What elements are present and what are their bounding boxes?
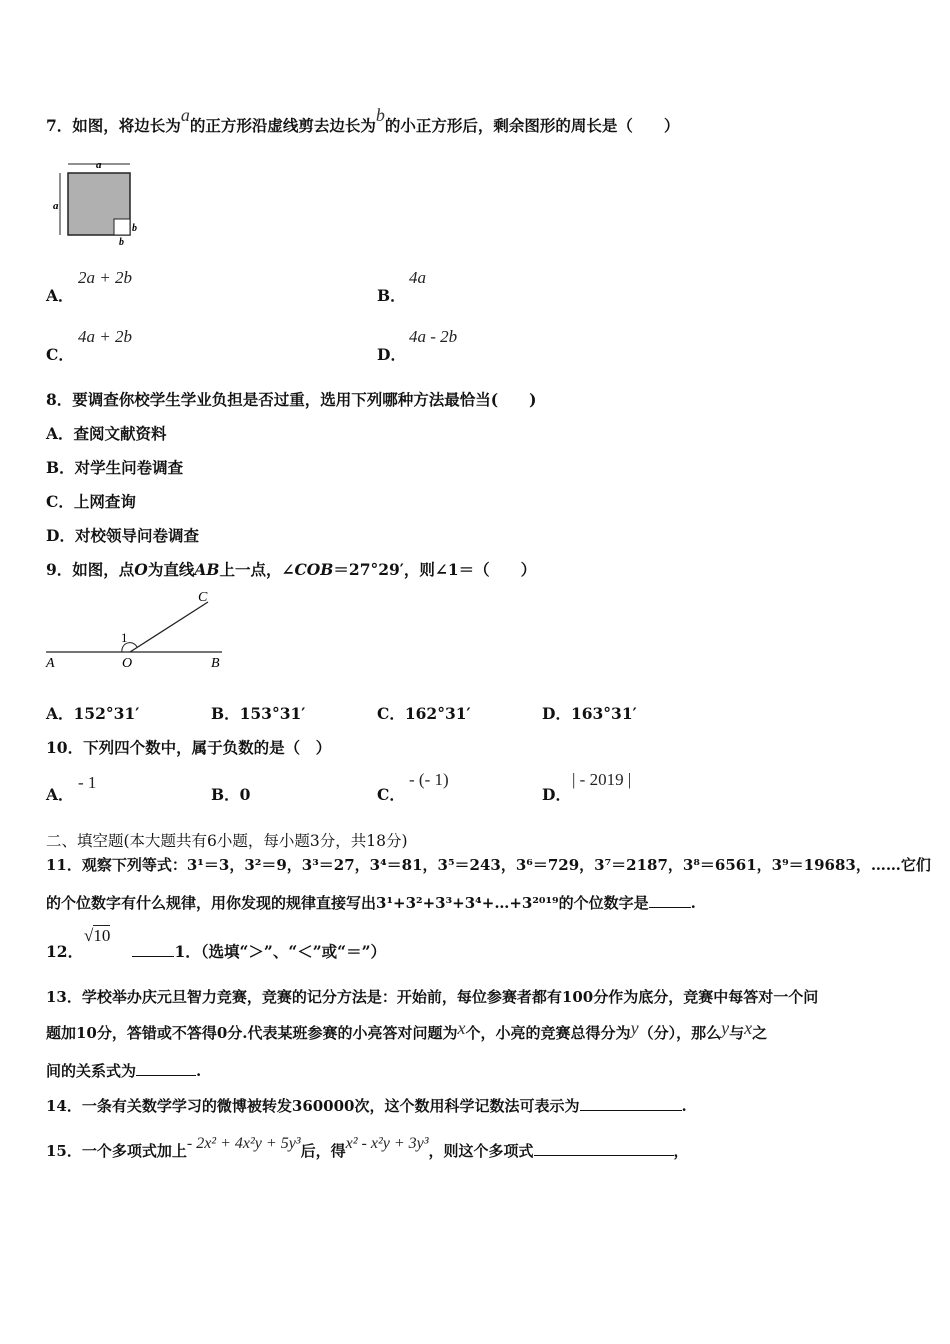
q8-option-a[interactable]: A．查阅文献资料 xyxy=(46,424,167,443)
q10-option-c[interactable] xyxy=(377,770,449,805)
q13-line-3 xyxy=(46,1060,201,1081)
option-letter: C． xyxy=(377,785,405,804)
q7-var-a: a xyxy=(180,105,190,125)
q7-number: 7． xyxy=(46,116,73,135)
q9-angle-figure xyxy=(44,585,234,675)
option-letter: B． xyxy=(377,286,406,305)
q7-text-2: 的正方形沿虚线剪去边长为 xyxy=(189,116,376,135)
q8-stem: 8．要调查你校学生学业负担是否过重，选用下列哪种方法最恰当( ) xyxy=(46,390,537,409)
option-letter: A． xyxy=(46,785,74,804)
q13-var-x-2: x xyxy=(744,1018,753,1038)
cut-square xyxy=(114,219,130,235)
q7-square-figure xyxy=(50,157,150,249)
q7-var-b: b xyxy=(375,105,385,125)
option-expr: 4a - 2b xyxy=(409,327,458,346)
q12-text: 1．（选填“＞”、“＜”或“＝”） xyxy=(174,942,387,961)
q9-text-1: 9．如图，点 xyxy=(46,560,135,579)
q7-option-c[interactable] xyxy=(46,327,132,365)
q13-line-2 xyxy=(46,1018,768,1043)
q10-option-b[interactable] xyxy=(211,783,250,805)
q15-expr-2: x² - x²y + 3y³ xyxy=(345,1135,429,1152)
q9-angle-cob: ∠COB xyxy=(281,560,334,579)
sqrt-icon: √ xyxy=(84,926,94,945)
q9-line-ab: AB xyxy=(194,560,220,579)
option-expr: 2a + 2b xyxy=(78,268,132,287)
q13-var-y: y xyxy=(630,1018,639,1038)
q9-option-b[interactable]: B．153°31′ xyxy=(211,704,306,723)
q12-sqrt xyxy=(84,926,110,946)
q14-answer-blank[interactable] xyxy=(580,1096,682,1111)
q12-answer-blank[interactable] xyxy=(132,942,174,957)
fig-label-right: b xyxy=(132,223,137,234)
q11-end: . xyxy=(690,894,696,912)
q12-stem xyxy=(46,926,387,962)
q8-option-d[interactable]: D．对校领导问卷调查 xyxy=(46,526,199,545)
q7-option-d[interactable] xyxy=(377,327,458,365)
q13-end: . xyxy=(196,1062,202,1080)
q9-stem xyxy=(46,558,536,580)
q11-text-b: 的个位数字是 xyxy=(558,894,649,912)
q13-var-y-2: y xyxy=(721,1018,730,1038)
q12-number: 12． xyxy=(46,942,84,961)
q12-radicand: 10 xyxy=(93,926,111,945)
option-expr: | - 2019 | xyxy=(572,770,632,789)
q11-answer-blank[interactable] xyxy=(649,893,691,908)
q11-series-expr: 3¹+3²+3³+3⁴+…+3²⁰¹⁹ xyxy=(376,894,559,912)
option-expr: 0 xyxy=(239,785,251,804)
q13-text-e: 之 xyxy=(752,1024,768,1042)
q15-answer-blank[interactable] xyxy=(534,1141,674,1156)
q13-var-x: x xyxy=(457,1018,466,1038)
q13-text-b: 个，小亮的竞赛总得分为 xyxy=(465,1024,631,1042)
option-letter: D． xyxy=(542,785,571,804)
q11-line-2 xyxy=(46,892,696,913)
q9-text-4: ＝27°29′，则∠1＝（ ） xyxy=(333,560,537,579)
q11-line-1: 11．观察下列等式：3¹＝3，3²＝9，3³＝27，3⁴＝81，3⁵＝243，3⁶＝729，3⁷＝2187，3⁸＝6561，3⁹＝19683，……它们 xyxy=(46,856,931,874)
fig-label-b: B xyxy=(211,656,220,671)
section-2-heading: 二、填空题(本大题共有6小题，每小题3分，共18分) xyxy=(46,832,408,850)
q13-answer-blank[interactable] xyxy=(136,1061,196,1076)
option-expr: 4a xyxy=(409,268,426,287)
option-letter: D． xyxy=(377,345,406,364)
q15-text-3: ，则这个多项式 xyxy=(428,1142,534,1160)
q9-option-a[interactable]: A．152°31′ xyxy=(46,704,140,723)
q9-point-o: O xyxy=(134,560,148,579)
fig-label-c: C xyxy=(198,590,208,605)
q13-text-d: 与 xyxy=(729,1024,745,1042)
q10-option-d[interactable] xyxy=(542,770,632,805)
q7-option-b[interactable] xyxy=(377,268,426,306)
q9-option-c[interactable]: C．162°31′ xyxy=(377,704,471,723)
option-letter: B． xyxy=(211,785,240,804)
option-letter: C． xyxy=(46,345,74,364)
option-expr: 4a + 2b xyxy=(78,327,132,346)
q15-end: ， xyxy=(673,1142,689,1160)
q14-end: . xyxy=(681,1097,687,1115)
option-expr: - (- 1) xyxy=(409,770,449,789)
fig-label-o: O xyxy=(122,656,133,671)
q13-text-a: 题加10分，答错或不答得0分.代表某班参赛的小亮答对问题为 xyxy=(46,1024,458,1042)
q15-expr-1: - 2x² + 4x²y + 5y³ xyxy=(186,1135,301,1152)
q13-line-1: 13．学校举办庆元旦智力竞赛，竞赛的记分方法是：开始前，每位参赛者都有100分作为底分，竞赛中每答对一个问 xyxy=(46,988,819,1006)
option-letter: A． xyxy=(46,286,74,305)
q15-stem xyxy=(46,1135,689,1161)
fig-label-left: a xyxy=(53,200,59,212)
q8-option-c[interactable]: C．上网查询 xyxy=(46,492,136,511)
q13-text-c: （分），那么 xyxy=(638,1024,722,1042)
q14-stem xyxy=(46,1095,687,1116)
q7-stem xyxy=(46,105,680,136)
q8-option-b[interactable]: B．对学生问卷调查 xyxy=(46,458,184,477)
fig-label-1: 1 xyxy=(121,630,128,645)
q9-text-3: 上一点， xyxy=(219,560,282,579)
q15-text-2: 后，得 xyxy=(300,1142,346,1160)
ray-oc xyxy=(130,602,208,652)
fig-label-bottom: b xyxy=(119,237,124,248)
q7-text-1: 如图，将边长为 xyxy=(72,116,181,135)
q10-stem: 10．下列四个数中，属于负数的是（ ） xyxy=(46,738,332,757)
fig-label-top: a xyxy=(96,159,102,171)
q7-text-3: 的小正方形后，剩余图形的周长是（ ） xyxy=(384,116,680,135)
fig-label-a: A xyxy=(46,656,55,671)
q10-option-a[interactable] xyxy=(46,773,97,805)
q15-text-1: 15．一个多项式加上 xyxy=(46,1142,187,1160)
q7-option-a[interactable] xyxy=(46,268,132,306)
q14-text: 14．一条有关数学学习的微博被转发360000次，这个数用科学记数法可表示为 xyxy=(46,1097,580,1115)
q9-text-2: 为直线 xyxy=(147,560,195,579)
q9-option-d[interactable]: D．163°31′ xyxy=(542,704,637,723)
q13-text-f: 间的关系式为 xyxy=(46,1062,137,1080)
option-expr: - 1 xyxy=(78,773,97,792)
q11-text-a: 的个位数字有什么规律，用你发现的规律直接写出 xyxy=(46,894,377,912)
